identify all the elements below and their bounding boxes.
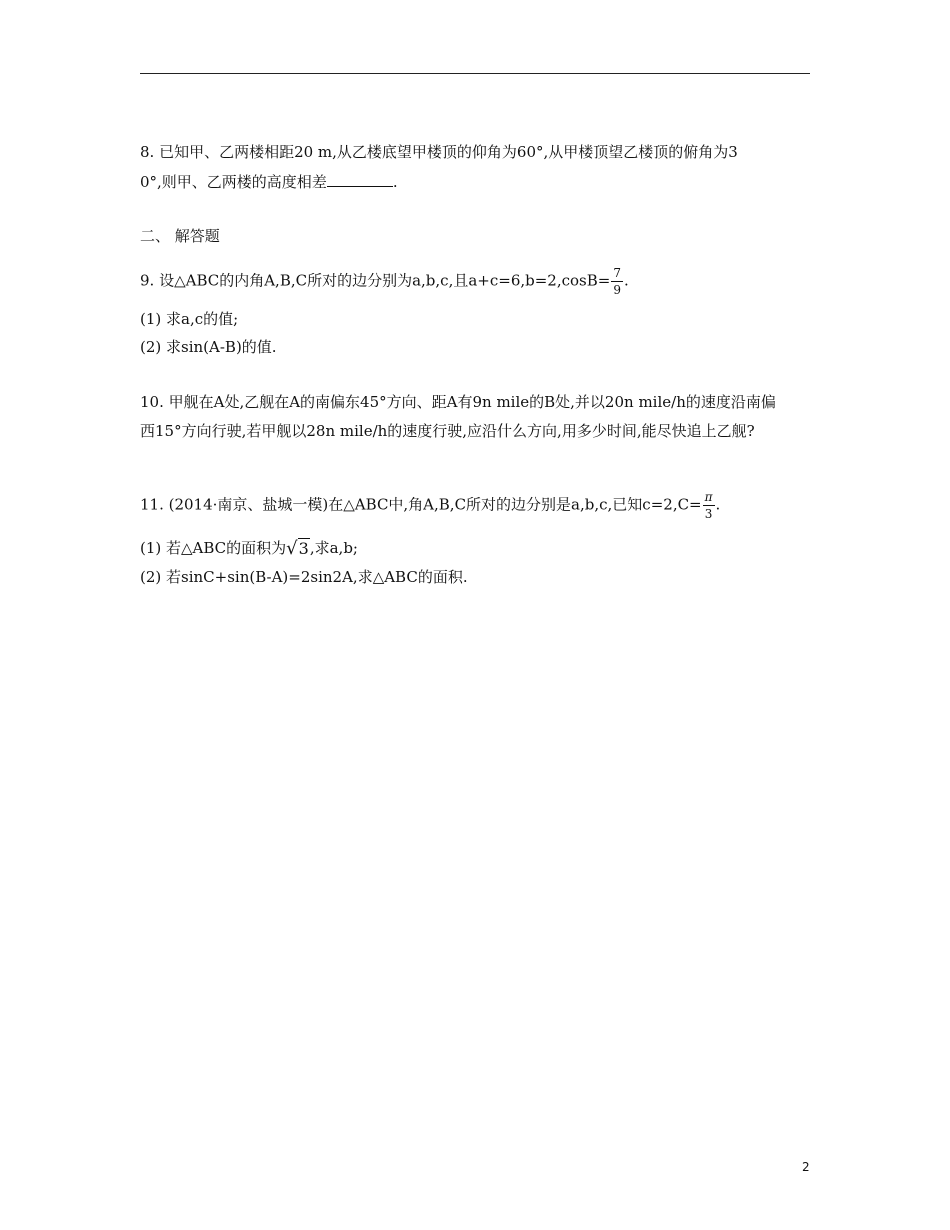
q8-line2-end: . [392,173,398,191]
q9-part2: (2) 求sin(A-B)的值. [140,338,277,356]
fraction-pi-3 [703,490,715,521]
page-number: 2 [802,1160,810,1174]
fraction-denominator: 9 [613,283,621,297]
q8-line2 [140,172,398,192]
q10-line2: 西15°方向行驶,若甲舰以28n mile/h的速度行驶,应沿什么方向,用多少时间,能尽快追上乙舰? [140,422,755,440]
fraction-numerator: π [704,490,713,504]
q11-part1 [140,538,358,559]
q11-part1-text: (1) 若△ABC的面积为 [140,539,287,557]
q8-line2-text: 0°,则甲、乙两楼的高度相差 [140,173,327,191]
answer-blank [327,172,393,187]
fraction-denominator: 3 [704,507,713,521]
q9-stem-end: . [623,271,629,290]
q11-part1-end: ,求a,b; [309,539,358,557]
q9-stem [140,266,629,297]
q11-stem-text: 11. (2014·南京、盐城一模)在△ABC中,角A,B,C所对的边分别是a,b,c,已知c=2,C= [140,495,702,514]
fraction-bar [611,281,623,282]
header-rule [140,73,810,74]
fraction-numerator: 7 [613,266,621,280]
q9-part1: (1) 求a,c的值; [140,310,239,328]
q9-stem-text: 9. 设△ABC的内角A,B,C所对的边分别为a,b,c,且a+c=6,b=2,cosB= [140,271,611,290]
q11-stem [140,490,720,521]
sqrt-symbol: √3 [286,538,309,559]
q10-line1: 10. 甲舰在A处,乙舰在A的南偏东45°方向、距A有9n mile的B处,并以20n mile/h的速度沿南偏 [140,393,776,411]
fraction-7-9 [611,266,623,297]
q8-line1: 8. 已知甲、乙两楼相距20 m,从乙楼底望甲楼顶的仰角为60°,从甲楼顶望乙楼顶的俯角为3 [140,143,738,161]
section-title: 二、 解答题 [140,227,220,245]
q11-part2: (2) 若sinC+sin(B-A)=2sin2A,求△ABC的面积. [140,568,468,586]
q11-stem-end: . [715,495,721,514]
sqrt-radicand: 3 [298,539,309,558]
fraction-bar [703,505,715,506]
